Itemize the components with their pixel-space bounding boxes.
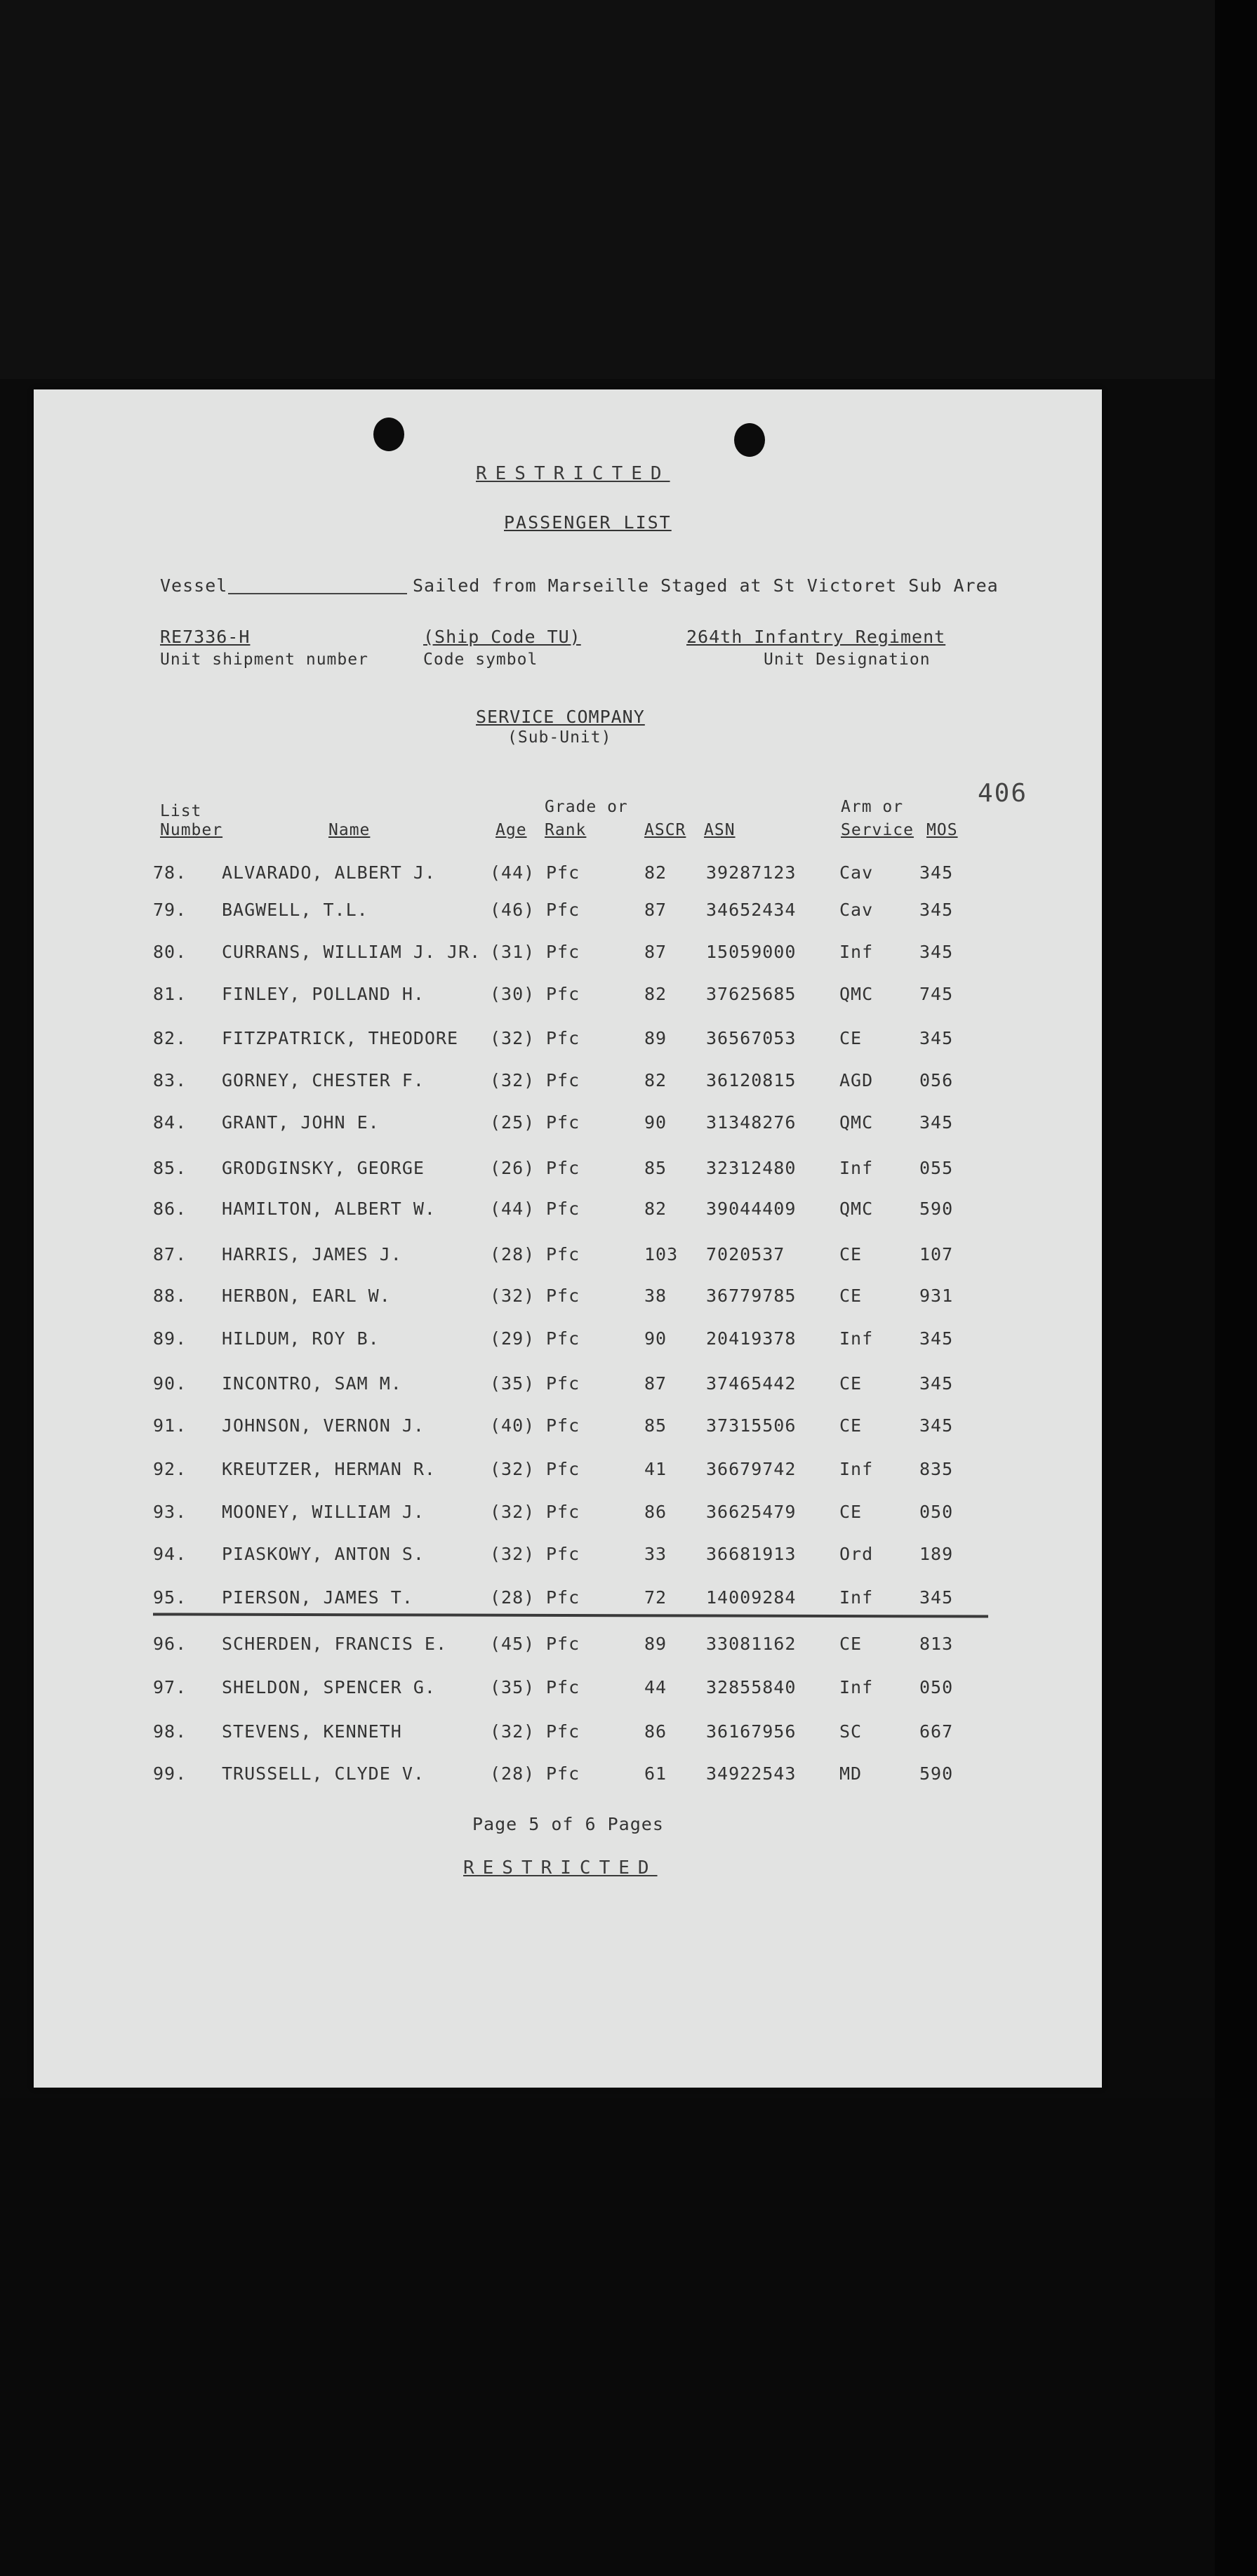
age: (32) [490, 1286, 536, 1306]
arm-service: AGD [839, 1070, 874, 1090]
asn: 39044409 [706, 1199, 797, 1219]
vessel-blank [228, 593, 407, 594]
grade: Pfc [546, 942, 580, 962]
age: (35) [490, 1677, 536, 1697]
list-number: 98. [153, 1721, 187, 1742]
mos: 345 [919, 1373, 954, 1394]
mos: 345 [919, 1415, 954, 1436]
restricted-header: RESTRICTED [476, 463, 670, 484]
ascr: 103 [644, 1244, 679, 1264]
asn: 34652434 [706, 900, 797, 920]
passenger-name: SCHERDEN, FRANCIS E. [222, 1634, 448, 1654]
arm-service: Inf [839, 1158, 874, 1178]
asn: 34922543 [706, 1763, 797, 1784]
grade: Pfc [546, 1070, 580, 1090]
list-number: 81. [153, 984, 187, 1004]
passenger-name: INCONTRO, SAM M. [222, 1373, 402, 1394]
grade: Pfc [546, 1544, 580, 1564]
sub-unit: SERVICE COMPANY [476, 707, 645, 727]
passenger-name: HARRIS, JAMES J. [222, 1244, 402, 1264]
mos: 345 [919, 1112, 954, 1133]
col-asn: ASN [704, 821, 736, 839]
passenger-name: CURRANS, WILLIAM J. JR. [222, 942, 481, 962]
table-row [34, 862, 1102, 897]
passenger-name: SHELDON, SPENCER G. [222, 1677, 436, 1697]
ascr: 86 [644, 1502, 667, 1522]
list-number: 97. [153, 1677, 187, 1697]
ascr: 72 [644, 1587, 667, 1608]
ascr: 33 [644, 1544, 667, 1564]
age: (28) [490, 1587, 536, 1608]
passenger-name: PIERSON, JAMES T. [222, 1587, 413, 1608]
age: (28) [490, 1763, 536, 1784]
age: (45) [490, 1634, 536, 1654]
asn: 20419378 [706, 1328, 797, 1349]
list-number: 89. [153, 1328, 187, 1349]
mos: 590 [919, 1763, 954, 1784]
grade: Pfc [546, 1459, 580, 1479]
code-symbol-label: Code symbol [423, 650, 538, 669]
grade: Pfc [546, 1112, 580, 1133]
table-row [34, 1328, 1102, 1363]
mos: 345 [919, 1587, 954, 1608]
table-row [34, 1502, 1102, 1537]
age: (46) [490, 900, 536, 920]
arm-service: Inf [839, 1459, 874, 1479]
asn: 36120815 [706, 1070, 797, 1090]
asn: 15059000 [706, 942, 797, 962]
sailed-text: Sailed from Marseille Staged at St Victoret Sub Area [413, 575, 999, 596]
grade: Pfc [546, 1244, 580, 1264]
asn: 7020537 [706, 1244, 785, 1264]
ascr: 90 [644, 1112, 667, 1133]
grade: Pfc [546, 1502, 580, 1522]
grade: Pfc [546, 1677, 580, 1697]
col-grade-1: Grade or [545, 798, 628, 816]
age: (30) [490, 984, 536, 1004]
age: (29) [490, 1328, 536, 1349]
arm-service: SC [839, 1721, 863, 1742]
mos: 835 [919, 1459, 954, 1479]
col-name: Name [328, 821, 371, 839]
asn: 39287123 [706, 862, 797, 883]
asn: 36681913 [706, 1544, 797, 1564]
mos: 345 [919, 1028, 954, 1048]
ascr: 87 [644, 1373, 667, 1394]
table-row [34, 1544, 1102, 1579]
col-arm-2: Service [841, 821, 914, 839]
list-number: 79. [153, 900, 187, 920]
grade: Pfc [546, 900, 580, 920]
table-row [34, 1459, 1102, 1494]
asn: 36779785 [706, 1286, 797, 1306]
list-number: 85. [153, 1158, 187, 1178]
asn: 33081162 [706, 1634, 797, 1654]
mos: 055 [919, 1158, 954, 1178]
ascr: 38 [644, 1286, 667, 1306]
grade: Pfc [546, 862, 580, 883]
col-list-1: List [160, 802, 202, 820]
mos: 345 [919, 862, 954, 883]
col-list-2: Number [160, 821, 223, 839]
col-arm-1: Arm or [841, 798, 904, 816]
ascr: 89 [644, 1028, 667, 1048]
table-row [34, 1070, 1102, 1105]
grade: Pfc [546, 984, 580, 1004]
table-row [34, 1199, 1102, 1234]
table-row [34, 984, 1102, 1019]
ascr: 41 [644, 1459, 667, 1479]
age: (35) [490, 1373, 536, 1394]
arm-service: Inf [839, 942, 874, 962]
ascr: 61 [644, 1763, 667, 1784]
list-number: 87. [153, 1244, 187, 1264]
list-number: 99. [153, 1763, 187, 1784]
grade: Pfc [546, 1373, 580, 1394]
passenger-name: JOHNSON, VERNON J. [222, 1415, 425, 1436]
mos: 107 [919, 1244, 954, 1264]
ascr: 86 [644, 1721, 667, 1742]
passenger-name: STEVENS, KENNETH [222, 1721, 402, 1742]
mos: 667 [919, 1721, 954, 1742]
arm-service: CE [839, 1028, 863, 1048]
age: (25) [490, 1112, 536, 1133]
mos: 345 [919, 942, 954, 962]
arm-service: Inf [839, 1328, 874, 1349]
ascr: 82 [644, 984, 667, 1004]
film-margin-right [1215, 0, 1257, 2576]
arm-service: MD [839, 1763, 863, 1784]
mos: 345 [919, 900, 954, 920]
passenger-name: HERBON, EARL W. [222, 1286, 391, 1306]
arm-service: CE [839, 1634, 863, 1654]
age: (31) [490, 942, 536, 962]
col-mos: MOS [926, 821, 958, 839]
film-margin-top [0, 0, 1257, 379]
code-symbol: (Ship Code TU) [423, 627, 581, 647]
arm-service: Ord [839, 1544, 874, 1564]
passenger-name: FINLEY, POLLAND H. [222, 984, 425, 1004]
shipment-number-label: Unit shipment number [160, 650, 368, 669]
ascr: 82 [644, 862, 667, 883]
passenger-name: KREUTZER, HERMAN R. [222, 1459, 436, 1479]
asn: 36679742 [706, 1459, 797, 1479]
col-age: Age [496, 821, 527, 839]
mos: 931 [919, 1286, 954, 1306]
stamp-number: 406 [978, 779, 1028, 808]
table-row [34, 1677, 1102, 1712]
grade: Pfc [546, 1634, 580, 1654]
mos: 189 [919, 1544, 954, 1564]
ascr: 90 [644, 1328, 667, 1349]
restricted-footer: RESTRICTED [463, 1857, 658, 1878]
grade: Pfc [546, 1587, 580, 1608]
age: (40) [490, 1415, 536, 1436]
passenger-name: TRUSSELL, CLYDE V. [222, 1763, 425, 1784]
age: (32) [490, 1070, 536, 1090]
arm-service: QMC [839, 1199, 874, 1219]
ascr: 87 [644, 942, 667, 962]
passenger-name: BAGWELL, T.L. [222, 900, 368, 920]
mos: 050 [919, 1677, 954, 1697]
age: (32) [490, 1721, 536, 1742]
table-row [34, 1244, 1102, 1279]
table-row [34, 900, 1102, 935]
document-page [34, 389, 1102, 2088]
passenger-name: GRANT, JOHN E. [222, 1112, 380, 1133]
list-number: 78. [153, 862, 187, 883]
passenger-name: FITZPATRICK, THEODORE [222, 1028, 459, 1048]
mos: 813 [919, 1634, 954, 1654]
list-number: 88. [153, 1286, 187, 1306]
grade: Pfc [546, 1028, 580, 1048]
arm-service: QMC [839, 1112, 874, 1133]
list-number: 92. [153, 1459, 187, 1479]
ascr: 87 [644, 900, 667, 920]
col-ascr: ASCR [644, 821, 686, 839]
punch-hole-left [373, 418, 404, 451]
table-row [34, 1286, 1102, 1321]
asn: 32855840 [706, 1677, 797, 1697]
table-row [34, 1112, 1102, 1147]
table-row [34, 1373, 1102, 1408]
list-number: 91. [153, 1415, 187, 1436]
grade: Pfc [546, 1721, 580, 1742]
mos: 050 [919, 1502, 954, 1522]
arm-service: CE [839, 1244, 863, 1264]
asn: 32312480 [706, 1158, 797, 1178]
asn: 31348276 [706, 1112, 797, 1133]
page-title: PASSENGER LIST [504, 512, 672, 533]
passenger-name: MOONEY, WILLIAM J. [222, 1502, 425, 1522]
list-number: 95. [153, 1587, 187, 1608]
arm-service: Cav [839, 862, 874, 883]
age: (44) [490, 1199, 536, 1219]
passenger-name: ALVARADO, ALBERT J. [222, 862, 436, 883]
film-margin-bottom [0, 2098, 1257, 2576]
age: (28) [490, 1244, 536, 1264]
list-number: 94. [153, 1544, 187, 1564]
punch-hole-right [734, 423, 765, 457]
mos: 745 [919, 984, 954, 1004]
ascr: 82 [644, 1199, 667, 1219]
age: (32) [490, 1502, 536, 1522]
col-grade-2: Rank [545, 821, 587, 839]
ascr: 82 [644, 1070, 667, 1090]
asn: 37465442 [706, 1373, 797, 1394]
list-number: 93. [153, 1502, 187, 1522]
ascr: 85 [644, 1415, 667, 1436]
passenger-name: GORNEY, CHESTER F. [222, 1070, 425, 1090]
age: (32) [490, 1544, 536, 1564]
asn: 36567053 [706, 1028, 797, 1048]
asn: 14009284 [706, 1587, 797, 1608]
passenger-name: PIASKOWY, ANTON S. [222, 1544, 425, 1564]
arm-service: CE [839, 1502, 863, 1522]
age: (32) [490, 1028, 536, 1048]
sub-unit-label: (Sub-Unit) [507, 728, 612, 747]
table-row [34, 1158, 1102, 1193]
asn: 37625685 [706, 984, 797, 1004]
list-number: 80. [153, 942, 187, 962]
arm-service: Inf [839, 1677, 874, 1697]
arm-service: CE [839, 1286, 863, 1306]
list-number: 86. [153, 1199, 187, 1219]
list-number: 82. [153, 1028, 187, 1048]
asn: 36625479 [706, 1502, 797, 1522]
grade: Pfc [546, 1763, 580, 1784]
list-number: 96. [153, 1634, 187, 1654]
unit-designation: 264th Infantry Regiment [686, 627, 946, 647]
age: (44) [490, 862, 536, 883]
age: (32) [490, 1459, 536, 1479]
grade: Pfc [546, 1158, 580, 1178]
arm-service: Inf [839, 1587, 874, 1608]
list-number: 83. [153, 1070, 187, 1090]
ascr: 44 [644, 1677, 667, 1697]
list-number: 90. [153, 1373, 187, 1394]
asn: 37315506 [706, 1415, 797, 1436]
passenger-name: GRODGINSKY, GEORGE [222, 1158, 425, 1178]
table-row [34, 942, 1102, 977]
table-row [34, 1763, 1102, 1798]
asn: 36167956 [706, 1721, 797, 1742]
list-number: 84. [153, 1112, 187, 1133]
table-row [34, 1028, 1102, 1063]
mos: 590 [919, 1199, 954, 1219]
ascr: 89 [644, 1634, 667, 1654]
shipment-number: RE7336-H [160, 627, 251, 647]
arm-service: Cav [839, 900, 874, 920]
vessel-label: Vessel [160, 575, 228, 596]
age: (26) [490, 1158, 536, 1178]
grade: Pfc [546, 1328, 580, 1349]
passenger-name: HAMILTON, ALBERT W. [222, 1199, 436, 1219]
arm-service: CE [839, 1373, 863, 1394]
grade: Pfc [546, 1199, 580, 1219]
ascr: 85 [644, 1158, 667, 1178]
page-number: Page 5 of 6 Pages [472, 1814, 664, 1834]
mos: 056 [919, 1070, 954, 1090]
arm-service: CE [839, 1415, 863, 1436]
passenger-name: HILDUM, ROY B. [222, 1328, 380, 1349]
mos: 345 [919, 1328, 954, 1349]
table-row [34, 1634, 1102, 1669]
grade: Pfc [546, 1415, 580, 1436]
table-row [34, 1721, 1102, 1756]
arm-service: QMC [839, 984, 874, 1004]
table-row [34, 1415, 1102, 1450]
grade: Pfc [546, 1286, 580, 1306]
unit-designation-label: Unit Designation [764, 650, 931, 669]
